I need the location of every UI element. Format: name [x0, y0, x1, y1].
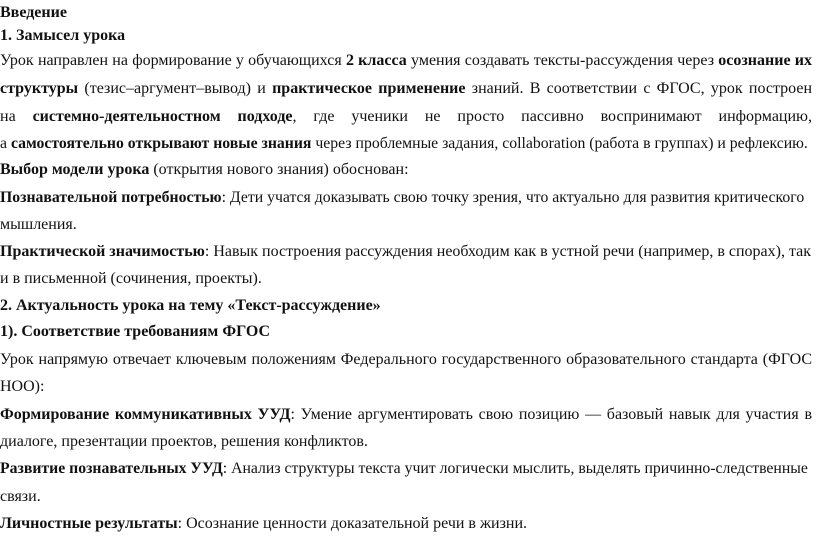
cognitive-need-line: Познавательной потребностью: Дети учатся доказывать свою точку зрения, что актуально для развития критического [0, 189, 805, 206]
paragraph-line: Урок направлен на формирование у обучающихся 2 класса умения создавать тексты-рассуждения через осознание их [0, 52, 813, 69]
paragraph-line: а самостоятельно открывают новые знания через проблемные задания, collaboration (работа в группах) и рефлексию. [0, 135, 808, 152]
paragraph-line: Урок напрямую отвечает ключевым положениям Федерального государственного образовательного стандарта (ФГОС [0, 351, 812, 368]
lesson-model-line: Выбор модели урока (открытия нового знания) обоснован: [0, 161, 409, 178]
cognitive-uud-line: Развитие познавательных УУД: Анализ структуры текста учит логически мыслить, выделять причинно-следственные [0, 460, 808, 477]
practical-significance-line: Практической значимостью: Навык построения рассуждения необходим как в устной речи (например, в спорах), так [0, 243, 812, 260]
paragraph-line: НОО): [0, 378, 45, 395]
personal-results-line: Личностные результаты: Осознание ценности доказательной речи в жизни. [0, 515, 528, 532]
paragraph-line: на системно-деятельностном подходе, где ученики не просто пассивно воспринимают информацию, [0, 108, 813, 125]
paragraph-line: диалоге, презентации проектов, решения конфликтов. [0, 433, 368, 450]
paragraph-line: структуры (тезис–аргумент–вывод) и практическое применение знаний. В соответствии с ФГОС, урок построен [0, 80, 813, 97]
paragraph-line: связи. [0, 488, 41, 505]
section-1-heading: 1. Замысел урока [0, 27, 126, 44]
paragraph-line: и в письменной (сочинения, проекты). [0, 270, 262, 287]
section-2-heading: 2. Актуальность урока на тему «Текст-рассуждение» [0, 297, 381, 314]
section-2-subheading: 1). Соответствие требованиям ФГОС [0, 323, 271, 340]
intro-title: Введение [0, 4, 67, 21]
communicative-uud-line: Формирование коммуникативных УУД: Умение аргументировать свою позицию — базовый навык для участия в [0, 406, 813, 423]
paragraph-line: мышления. [0, 216, 77, 233]
